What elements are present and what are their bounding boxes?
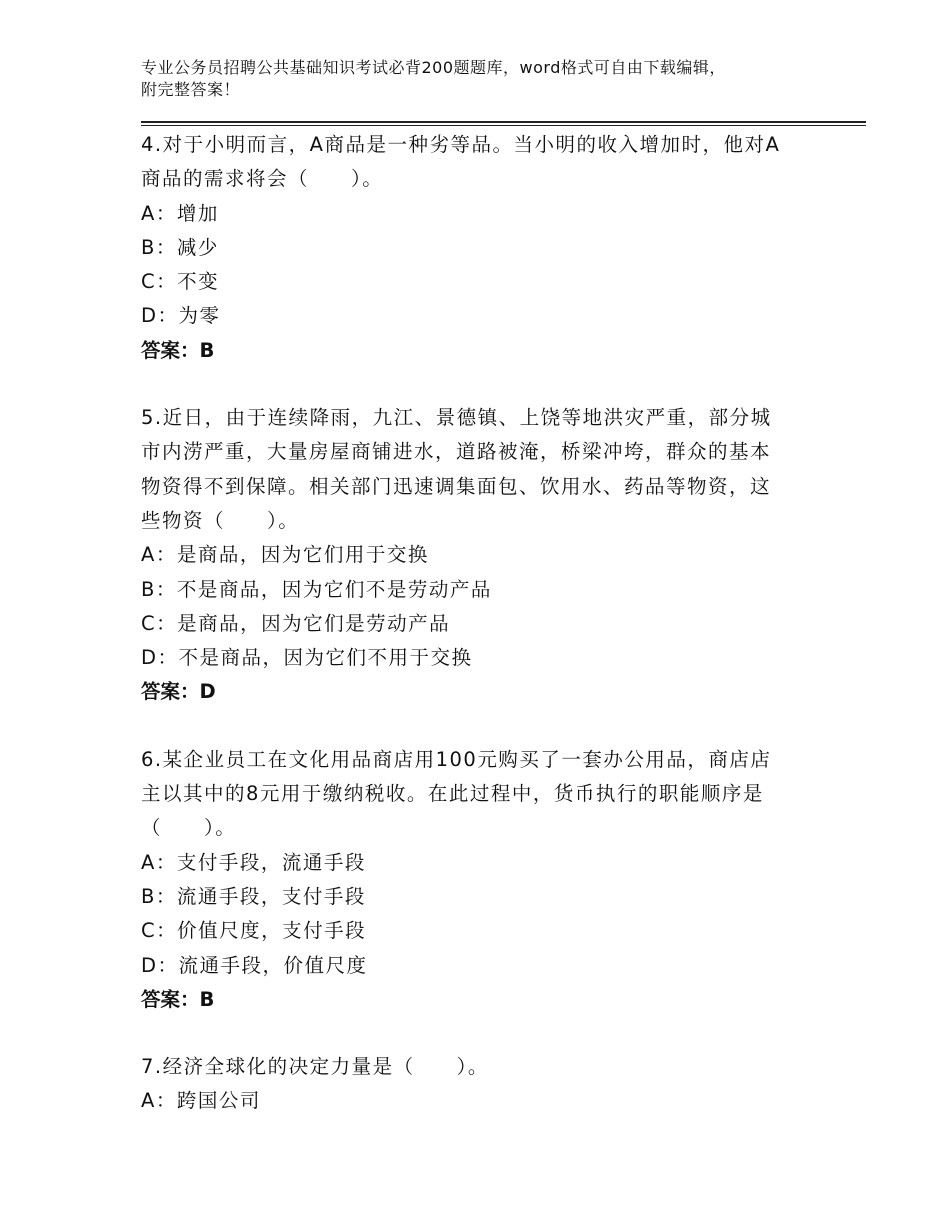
question-text	[141, 128, 821, 197]
question-line: 5.近日，由于连续降雨，九江、景德镇、上饶等地洪灾严重，部分城	[141, 406, 772, 430]
question-line: 6.某企业员工在文化用品商店用100元购买了一套办公用品，商店店	[141, 747, 772, 771]
question-6	[141, 743, 821, 1017]
option-d: D：为零	[141, 304, 221, 328]
option-a: A：是商品，因为它们用于交换	[141, 543, 429, 567]
option-c: C：是商品，因为它们是劳动产品	[141, 611, 451, 635]
answer-label: 答案：B	[141, 338, 215, 362]
question-line: 些物资（ ）。	[141, 508, 300, 532]
option-b: B：减少	[141, 235, 219, 259]
header-rule-thin	[141, 125, 866, 126]
option-b: B：不是商品，因为它们不是劳动产品	[141, 577, 492, 601]
question-line: （ ）。	[141, 816, 237, 840]
option-b: B：流通手段，支付手段	[141, 884, 366, 908]
option-a: A：增加	[141, 201, 219, 225]
option-a: A：支付手段，流通手段	[141, 850, 366, 874]
question-spacer	[141, 368, 821, 401]
header-line-1: 专业公务员招聘公共基础知识考试必背200题题库，word格式可自由下载编辑，	[141, 58, 726, 77]
question-line: 主以其中的8元用于缴纳税收。在此过程中，货币执行的职能顺序是	[141, 782, 764, 806]
answer-label: 答案：D	[141, 680, 216, 704]
question-line: 市内涝严重，大量房屋商铺进水，道路被淹，桥梁冲垮，群众的基本	[141, 440, 772, 464]
question-spacer	[141, 1017, 821, 1050]
question-7	[141, 1050, 821, 1119]
page-header	[141, 57, 841, 101]
header-rule-thick	[141, 121, 866, 123]
option-c: C：不变	[141, 270, 220, 294]
question-4	[141, 128, 821, 368]
option-a: A：跨国公司	[141, 1089, 261, 1113]
question-5	[141, 401, 821, 710]
question-text	[141, 1050, 821, 1084]
question-spacer	[141, 710, 821, 743]
question-line: 4.对于小明而言，A商品是一种劣等品。当小明的收入增加时，他对A	[141, 133, 781, 156]
question-line: 7.经济全球化的决定力量是（ ）。	[141, 1055, 489, 1079]
option-d: D：不是商品，因为它们不用于交换	[141, 646, 473, 670]
header-line-2: 附完整答案！	[141, 80, 241, 99]
option-c: C：价值尺度，支付手段	[141, 919, 367, 943]
question-line: 商品的需求将会（ ）。	[141, 167, 384, 191]
question-text	[141, 743, 821, 846]
question-text	[141, 401, 821, 538]
question-line: 物资得不到保障。相关部门迅速调集面包、饮用水、药品等物资，这	[141, 474, 772, 498]
option-d: D：流通手段，价值尺度	[141, 953, 368, 977]
answer-label: 答案：B	[141, 987, 215, 1011]
question-list	[141, 128, 821, 1119]
